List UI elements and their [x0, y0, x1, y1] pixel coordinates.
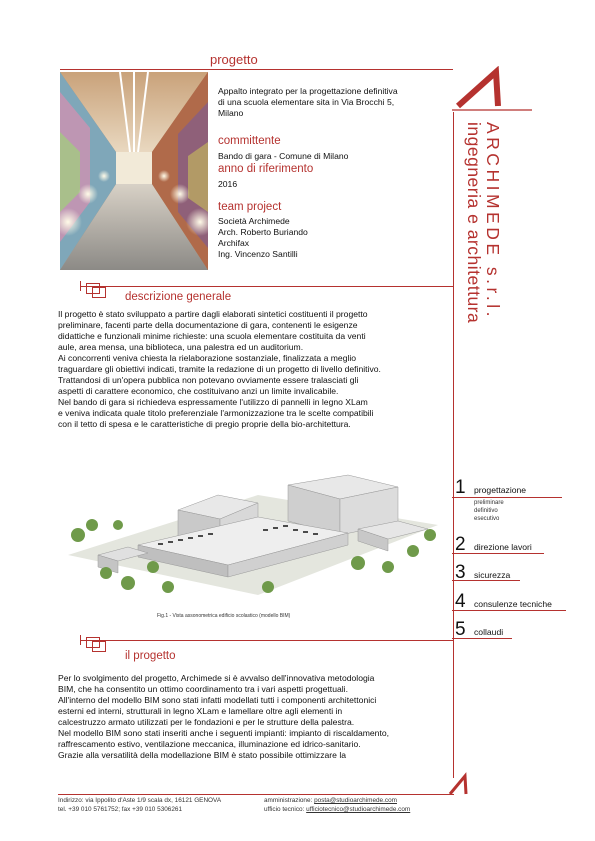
section-rule [80, 286, 453, 287]
tech-email-link[interactable]: ufficiotecnico@studioarchimede.com [306, 806, 411, 813]
anno-label: anno di riferimento [218, 163, 314, 175]
service-number: 1 [455, 477, 466, 498]
text-line: BIM, che ha consentito un ottimo coordinamento tra i vari aspetti progettuali. [58, 684, 348, 694]
il-progetto-title: il progetto [125, 650, 176, 662]
services-rule [452, 610, 566, 611]
text-line: esterni ed interni, strutturali in legno XLam e lamellare oltre agli elementi in [58, 706, 343, 716]
team-member: Ing. Vincenzo Santilli [218, 249, 298, 259]
service-sub-item: preliminare [474, 500, 504, 506]
page-section-title: progetto [210, 52, 258, 67]
footer-contacts [264, 796, 410, 814]
service-link-sicurezza[interactable]: sicurezza [474, 570, 511, 580]
description-line: di una scuola elementare sita in Via Brocchi 5, [218, 97, 395, 107]
service-link-consulenze-tecniche[interactable]: consulenze tecniche [474, 599, 552, 609]
team-member: Arch. Roberto Buriando [218, 227, 308, 237]
footer-address: Indirizzo: via Ippolito d'Aste 1/9 scala dx, 16121 GENOVA [58, 797, 222, 804]
right-vertical-rule [453, 112, 454, 778]
team-member: Società Archimede [218, 216, 290, 226]
building-rendering [58, 455, 448, 603]
services-rule [452, 553, 544, 554]
team-list [218, 216, 308, 260]
service-sub-item: definitivo [474, 508, 498, 514]
footer-rule [58, 794, 454, 795]
team-label: team project [218, 201, 282, 213]
service-number: 2 [455, 534, 466, 555]
text-line: Nel modello BIM sono stati inseriti anche i seguenti impianti: impianto di riscaldamento, [58, 728, 390, 738]
corridor-photo [60, 72, 208, 270]
section-tick [80, 635, 81, 645]
admin-label: amministrazione: [264, 797, 313, 804]
services-rule [452, 497, 562, 498]
text-line: aspetti di carattere economico, che costituivano anzi un limite invalicabile. [58, 386, 339, 396]
committente-value: Bando di gara - Comune di Milano [218, 151, 349, 161]
text-line: Il progetto è stato sviluppato a partire dagli elaborati sintetici costituenti il progetto [58, 309, 368, 319]
text-line: Ai concorrenti veniva chiesta la rielaborazione sostanziale, finalizzata a meglio [58, 353, 357, 363]
tech-label: ufficio tecnico: [264, 806, 305, 813]
section-marker-icon [92, 287, 106, 298]
project-description [218, 86, 454, 119]
text-line: preliminare, facenti parte della documentazione di gara, contenenti le esigenze [58, 320, 358, 330]
text-line: calcestruzzo armato utilizzati per le fondazioni e per le strutture della palestra. [58, 717, 355, 727]
team-member: Archifax [218, 238, 250, 248]
service-number: 3 [455, 562, 466, 583]
text-line: raffrescamento estivo, ventilazione meccanica, illuminazione ed idrico-sanitario. [58, 739, 361, 749]
section-rule [80, 640, 453, 641]
footer-address-block [58, 796, 221, 814]
footer-phone: tel. +39 010 5761752; fax +39 010 5306261 [58, 806, 183, 813]
service-number: 5 [455, 619, 466, 640]
service-link-collaudi[interactable]: collaudi [474, 627, 504, 637]
description-line: Appalto integrato per la progettazione definitiva [218, 86, 398, 96]
text-line: didattiche e funzionali minime richieste: una scuola elementare costituita da venti [58, 331, 366, 341]
description-line: Milano [218, 108, 244, 118]
text-line: Nel bando di gara si richiedeva espressamente l'utilizzo di pannelli in legno XLam [58, 397, 368, 407]
figure-caption: Fig.1 - Vista assonometrica edificio scolastico (modello BIM) [157, 613, 291, 619]
section-marker-icon [92, 641, 106, 652]
service-link-direzione-lavori[interactable]: direzione lavori [474, 542, 532, 552]
admin-email-link[interactable]: posta@studioarchimede.com [314, 797, 397, 804]
brand-vertical [462, 122, 502, 382]
header-rule [60, 69, 453, 70]
brand-tagline: ingegneria e architettura [464, 122, 484, 324]
anno-value: 2016 [218, 179, 238, 189]
descrizione-title: descrizione generale [125, 291, 232, 303]
il-progetto-body [58, 673, 434, 761]
text-line: Per lo svolgimento del progetto, Archimede si è avvalso dell'innovativa metodologia [58, 673, 375, 683]
committente-label: committente [218, 135, 281, 147]
service-sub-item: esecutivo [474, 516, 500, 522]
text-line: Trattandosi di un'opera pubblica non potevano ovviamente essere tralasciati gli [58, 375, 359, 385]
text-line: traguardare gli obiettivi indicati, tramite la redazione di un progetto di livello definitivo. [58, 364, 381, 374]
descrizione-body [58, 309, 434, 430]
brand-name: ARCHIMEDE s.r.l. [483, 122, 503, 320]
archimede-logo-icon [452, 66, 532, 114]
text-line: Grazie alla versatilità della modellazione BIM è stato possibile ottimizzare la [58, 750, 347, 760]
service-sublist [474, 499, 504, 523]
text-line: aule, area mensa, una biblioteca, una palestra ed un auditorium. [58, 342, 304, 352]
text-line: All'interno del modello BIM sono stati infatti modellati tutti i componenti architettonici [58, 695, 377, 705]
text-line: con il tetto di spesa e le caratteristiche di pregio proprie della bio-architettura. [58, 419, 351, 429]
section-tick [80, 281, 81, 291]
service-number: 4 [455, 591, 466, 612]
service-link-progettazione[interactable]: progettazione [474, 485, 527, 495]
text-line: e veniva indicata quale titolo preferenziale l'armonizzazione tra le scelte compatibili [58, 408, 374, 418]
